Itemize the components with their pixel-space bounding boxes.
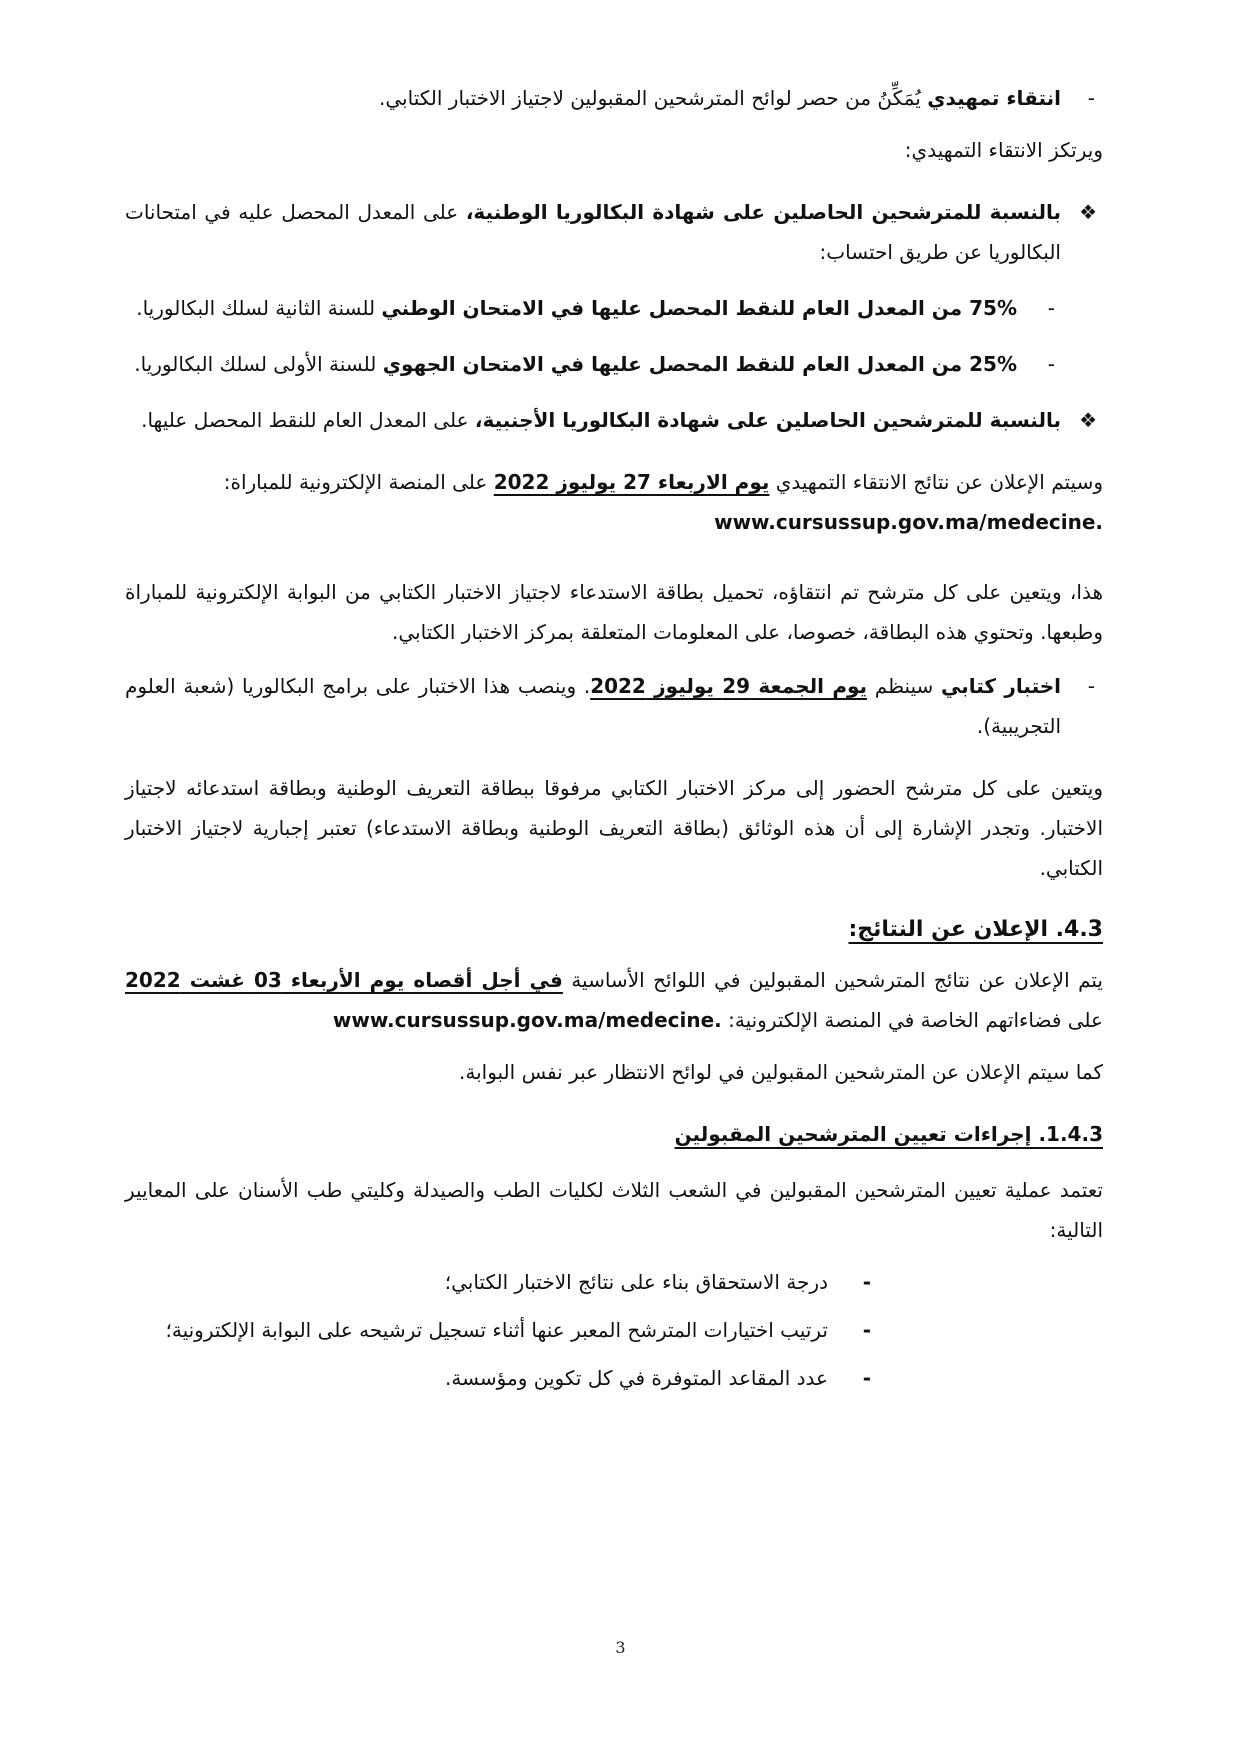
written-exam-text: سينظم bbox=[867, 674, 942, 698]
written-exam-bold: اختبار كتابي bbox=[941, 674, 1061, 698]
written-exam-item bbox=[125, 666, 1103, 746]
results-deadline-date: في أجل أقصاه يوم الأربعاء 03 غشت 2022 bbox=[125, 968, 563, 992]
dash-bullet: - bbox=[862, 1318, 871, 1342]
page-number: 3 bbox=[615, 1638, 626, 1657]
criteria-text: درجة الاستحقاق بناء على نتائج الاختبار الكتابي؛ bbox=[444, 1270, 828, 1294]
national-bac-text: على المعدل المحصل عليه في امتحانات البكالوريا عن طريق احتساب: bbox=[125, 200, 1061, 264]
foreign-bac-bold: بالنسبة للمترشحين الحاصلين على شهادة البكالوريا الأجنبية، bbox=[474, 408, 1061, 432]
waiting-list-line: كما سيتم الإعلان عن المترشحين المقبولين في لوائح الانتظار عبر نفس البوابة. bbox=[458, 1060, 1103, 1084]
assignment-section-heading: 1.4.3. إجراءات تعيين المترشحين المقبولين bbox=[674, 1122, 1103, 1146]
national-bac-item bbox=[125, 192, 1103, 272]
weight-25-item bbox=[125, 344, 1103, 384]
foreign-bac-item bbox=[125, 400, 1103, 440]
national-bac-bold: بالنسبة للمترشحين الحاصلين على شهادة البكالوريا الوطنية، bbox=[465, 200, 1061, 224]
weight-25-text: للسنة الأولى لسلك البكالوريا. bbox=[134, 352, 383, 376]
document-page bbox=[125, 78, 1103, 1398]
weight-75-text: للسنة الثانية لسلك البكالوريا. bbox=[136, 296, 382, 320]
preselection-results-date: يوم الاربعاء 27 يوليوز 2022 bbox=[493, 470, 770, 494]
basis-line: ويرتكز الانتقاء التمهيدي: bbox=[904, 138, 1103, 162]
preselection-text: يُمَكِّنُ من حصر لوائح المترشحين المقبولين لاجتياز الاختبار الكتابي. bbox=[379, 86, 928, 110]
foreign-bac-text: على المعدل العام للنقط المحصل عليها. bbox=[141, 408, 475, 432]
weight-75-item bbox=[125, 288, 1103, 328]
platform-url-link[interactable]: www.cursussup.gov.ma/medecine. bbox=[714, 510, 1103, 534]
criteria-text: عدد المقاعد المتوفرة في كل تكوين ومؤسسة. bbox=[444, 1366, 828, 1390]
preselection-results-text: وسيتم الإعلان عن نتائج الانتقاء التمهيدي bbox=[769, 470, 1103, 494]
weight-75-bold: 75% من المعدل العام للنقط المحصل عليها في الامتحان الوطني bbox=[381, 296, 1017, 320]
preselection-bold: انتقاء تمهيدي bbox=[927, 86, 1061, 110]
results-paragraph bbox=[125, 960, 1103, 1040]
dash-bullet: - bbox=[1047, 296, 1055, 320]
dash-bullet: - bbox=[862, 1270, 871, 1294]
diamond-bullet-icon: ❖ bbox=[1079, 408, 1097, 432]
dash-bullet: - bbox=[862, 1366, 871, 1390]
convocation-paragraph: هذا، ويتعين على كل مترشح تم انتقاؤه، تحميل بطاقة الاستدعاء لاجتياز الاختبار الكتابي من البوابة الإلكترونية للمباراة وطبعها. وتحتوي هذه البطاقة، خصوصا، على المعلومات المتعلقة بمركز الاختبار الكتابي. bbox=[125, 580, 1103, 644]
preselection-results-text-after: على المنصة الإلكترونية للمباراة: bbox=[223, 470, 494, 494]
written-exam-date: يوم الجمعة 29 يوليوز 2022 bbox=[590, 674, 868, 698]
assignment-intro-paragraph: تعتمد عملية تعيين المترشحين المقبولين في الشعب الثلاث لكليات الطب والصيدلة وكليتي طب الأسنان على المعايير التالية: bbox=[125, 1178, 1103, 1242]
attendance-paragraph: ويتعين على كل مترشح الحضور إلى مركز الاختبار الكتابي مرفوقا ببطاقة التعريف الوطنية وبطاقة استدعائه لاجتياز الاختبار. وتجدر الإشارة إلى أن هذه الوثائق (بطاقة التعريف الوطنية وبطاقة الاستدعاء) تعتبر إجبارية لاجتياز الاختبار الكتابي. bbox=[125, 776, 1103, 880]
criteria-list-item bbox=[125, 1310, 1103, 1350]
preselection-results-paragraph bbox=[125, 462, 1103, 542]
results-text-after: على فضاءاتهم الخاصة في المنصة الإلكترونية: bbox=[721, 1008, 1103, 1032]
dash-bullet: - bbox=[1047, 352, 1055, 376]
criteria-text: ترتيب اختيارات المترشح المعبر عنها أثناء تسجيل ترشيحه على البوابة الإلكترونية؛ bbox=[165, 1318, 828, 1342]
results-url-link[interactable]: www.cursussup.gov.ma/medecine. bbox=[332, 1008, 722, 1032]
diamond-bullet-icon: ❖ bbox=[1079, 200, 1097, 224]
dash-bullet: - bbox=[1087, 86, 1095, 110]
criteria-list-item bbox=[125, 1262, 1103, 1302]
results-text: يتم الإعلان عن نتائج المترشحين المقبولين في اللوائح الأساسية bbox=[562, 968, 1103, 992]
preselection-item bbox=[125, 78, 1103, 118]
criteria-list bbox=[125, 1262, 1103, 1398]
weight-25-bold: 25% من المعدل العام للنقط المحصل عليها في الامتحان الجهوي bbox=[382, 352, 1017, 376]
dash-bullet: - bbox=[1087, 674, 1095, 698]
results-section-heading: 4.3. الإعلان عن النتائج: bbox=[848, 917, 1103, 942]
criteria-list-item bbox=[125, 1358, 1103, 1398]
written-exam-text-after: . وينصب هذا الاختبار على برامج البكالوريا (شعبة العلوم التجريبية). bbox=[125, 674, 1061, 738]
